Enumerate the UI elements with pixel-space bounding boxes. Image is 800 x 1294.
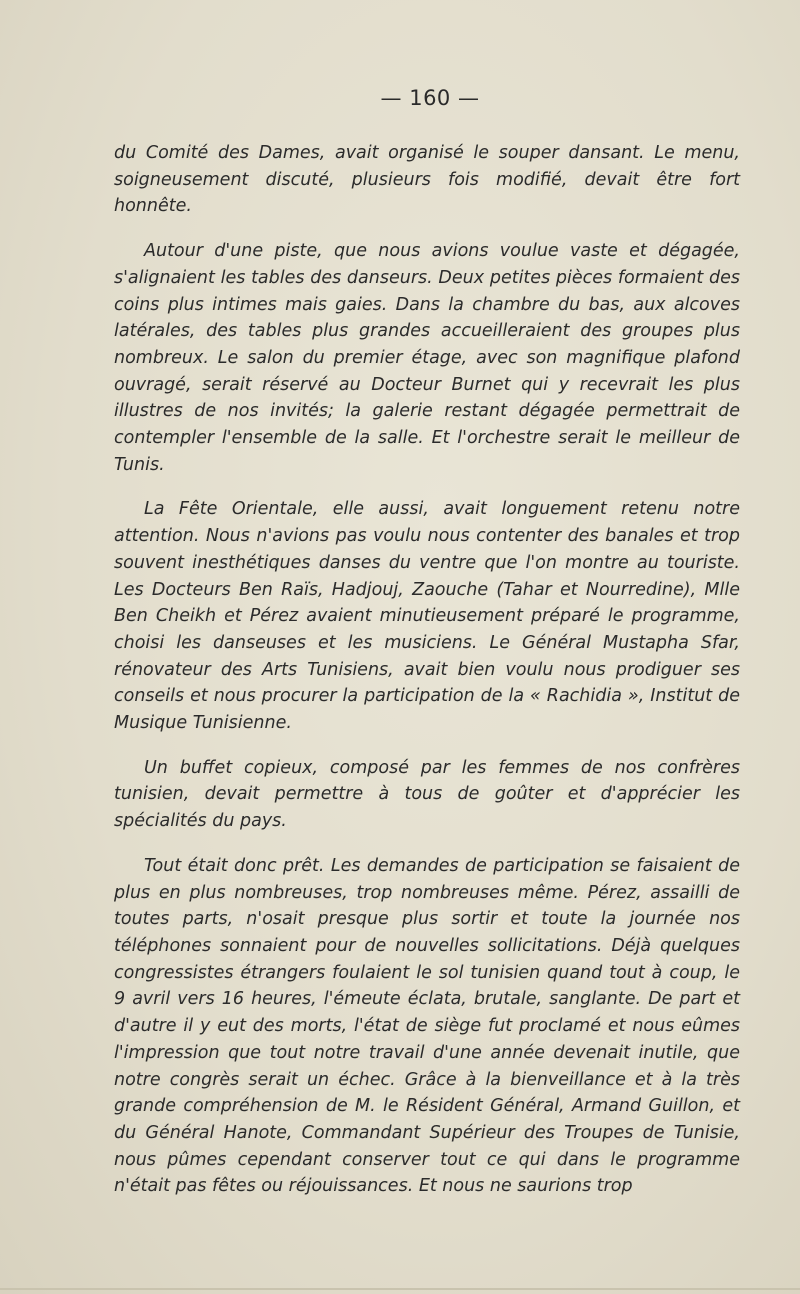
paragraph-5: Tout était donc prêt. Les demandes de participation se faisaient de plus en plus nombreuses, trop nombreuses même. Pérez, assailli de toutes parts, n'osait presque plus sortir et toute la journée nos téléphones sonnaient pour de nouvelles sollicitations. Déjà quelques congressistes étrangers foulaient le sol tunisien quand tout à coup, le 9 avril vers 16 heures, l'émeute éclata, brutale, sanglante. De part et d'autre il y eut des morts, l'état de siège fut proclamé et nous eûmes l'impression que tout notre travail d'une année devenait inutile, que notre congrès serait un échec. Grâce à la bienveillance et à la très grande compréhension de M. le Résident Général, Armand Guillon, et du Général Hanote, Commandant Supérieur des Troupes de Tunisie, nous pûmes cependant conserver tout ce qui dans le programme n'était pas fêtes ou réjouissances. Et nous ne saurions trop xyxy=(114,855,740,1197)
paragraph-3: La Fête Orientale, elle aussi, avait longuement retenu notre attention. Nous n'avions pas voulu nous contenter des banales et trop souvent inesthétiques danses du ventre que l'on montre au touriste. Les Docteurs Ben Raïs, Hadjouj, Zaouche (Tahar et Nourredine), Mlle Ben Cheikh et Pérez avaient minutieusement préparé le programme, choisi les danseuses et les musiciens. Le Général Mustapha Sfar, rénovateur des Arts Tunisiens, avait bien voulu nous prodiguer ses conseils et nous procurer la participation de la « Rachidia », Institut de Musique Tunisienne. xyxy=(114,499,740,734)
paragraph-4: Un buffet copieux, composé par les femmes de nos confrères tunisien, devait permettre à tous de goûter et d'apprécier les spécialités du pays. xyxy=(114,757,740,832)
paragraph-1: du Comité des Dames, avait organisé le souper dansant. Le menu, soigneusement discuté, plusieurs fois modifié, devait être fort honnête. xyxy=(114,143,740,217)
body-text xyxy=(114,140,740,1218)
paragraph-2: Autour d'une piste, que nous avions voulue vaste et dégagée, s'alignaient les tables des danseurs. Deux petites pièces formaient des coins plus intimes mais gaies. Dans la chambre du bas, aux alcoves latérales, des tables plus grandes accueilleraient des groupes plus nombreux. Le salon du premier étage, avec son magnifique plafond ouvragé, serait réservé au Docteur Burnet qui y recevrait les plus illustres de nos invités; la galerie restant dégagée permettrait de contempler l'ensemble de la salle. Et l'orchestre serait le meilleur de Tunis. xyxy=(114,241,740,475)
page-edge-divider xyxy=(0,1288,800,1290)
page-number: — 160 — xyxy=(380,86,480,110)
